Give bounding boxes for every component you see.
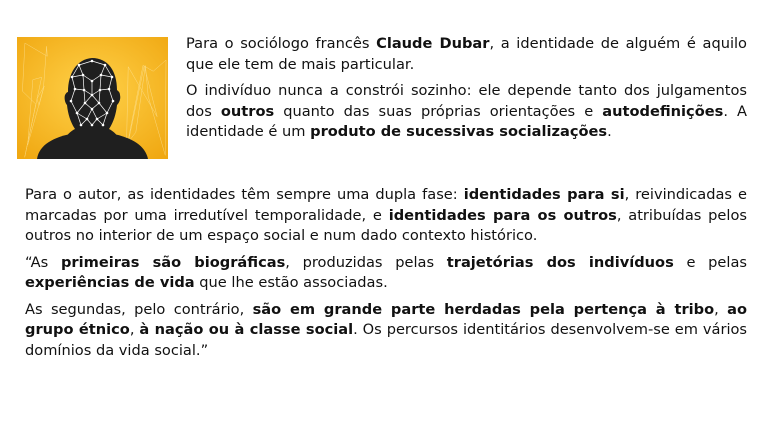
text-run: , [129, 321, 140, 338]
face-recognition-icon [17, 37, 168, 159]
emphasis-text: autodefinições [602, 102, 724, 120]
face-network-node [99, 89, 102, 92]
face-network-node [100, 74, 103, 77]
face-network-node [91, 108, 94, 111]
text-run: As segundas, pelo contrário, [25, 300, 253, 318]
face-network-node [106, 112, 109, 115]
face-network-node [111, 76, 114, 79]
text-run: “As [25, 253, 61, 271]
face-network-node [80, 124, 83, 127]
face-network-node [108, 88, 111, 91]
text-run: O indivíduo nunca a constrói sozinho: ele depende tanto dos julgamentos dos [186, 82, 747, 120]
intro-text [186, 34, 747, 149]
face-network-node [71, 76, 74, 79]
emphasis-text: identidades para os outros [388, 206, 617, 224]
face-network-node [84, 102, 87, 105]
intro-paragraph-dubar [186, 34, 747, 75]
paragraph-biographical [25, 253, 747, 294]
text-run: , atribuídas pelos outros no interior de um espaço social e num dado contexto histórico. [25, 206, 748, 244]
text-run: , produzidas pelas [285, 253, 447, 271]
text-run: . Os percursos identitários desenvolvem-se em vários domínios da vida social.” [25, 321, 748, 359]
emphasis-text: identidades para si [463, 186, 625, 203]
paragraph-inherited [25, 300, 747, 362]
face-network-node [74, 88, 77, 91]
emphasis-text: experiências de vida [25, 274, 195, 291]
face-network-node [112, 100, 115, 103]
emphasis-text: Claude Dubar [376, 35, 490, 52]
text-run: , [714, 300, 728, 318]
text-run: quanto das suas próprias orientações e [274, 102, 603, 120]
face-network-node [91, 94, 94, 97]
face-network-node [104, 64, 107, 67]
text-run: , reivindicadas e marcadas por uma irredutível temporalidade, e [25, 186, 747, 224]
emphasis-text: ao grupo étnico [25, 300, 748, 338]
emphasis-text: produto de sucessivas socializações [310, 123, 608, 140]
text-run: que lhe estão associadas. [194, 274, 388, 291]
face-network-node [91, 124, 94, 127]
face-network-node [102, 124, 105, 127]
face-network-illustration [17, 37, 168, 159]
emphasis-text: primeiras são biográficas [60, 253, 286, 271]
text-run: e pelas [673, 253, 747, 271]
emphasis-text: à nação ou à classe social [139, 321, 354, 338]
face-network-node [70, 100, 73, 103]
face-network-node [86, 118, 89, 121]
face-network-node [96, 118, 99, 121]
text-run: . A identidade é um [186, 102, 748, 140]
paragraph-double-phase [25, 185, 747, 247]
face-network-node [83, 89, 86, 92]
face-network-node [76, 112, 79, 115]
face-network-node [91, 80, 94, 83]
emphasis-text: trajetórias dos indivíduos [446, 253, 674, 271]
intro-paragraph-construction [186, 81, 747, 143]
face-network-node [91, 60, 94, 63]
text-run: Para o sociólogo francês [186, 35, 377, 52]
face-network-node [98, 102, 101, 105]
text-run: . [607, 123, 612, 140]
emphasis-text: são em grande parte herdadas pela pertença à tribo [252, 300, 715, 318]
face-network-node [82, 74, 85, 77]
body-text [25, 185, 747, 367]
emphasis-text: outros [220, 102, 275, 120]
face-network-node [78, 64, 81, 67]
text-run: Para o autor, as identidades têm sempre uma dupla fase: [25, 186, 464, 203]
text-run: , a identidade de alguém é aquilo que ele tem de mais particular. [186, 35, 747, 73]
